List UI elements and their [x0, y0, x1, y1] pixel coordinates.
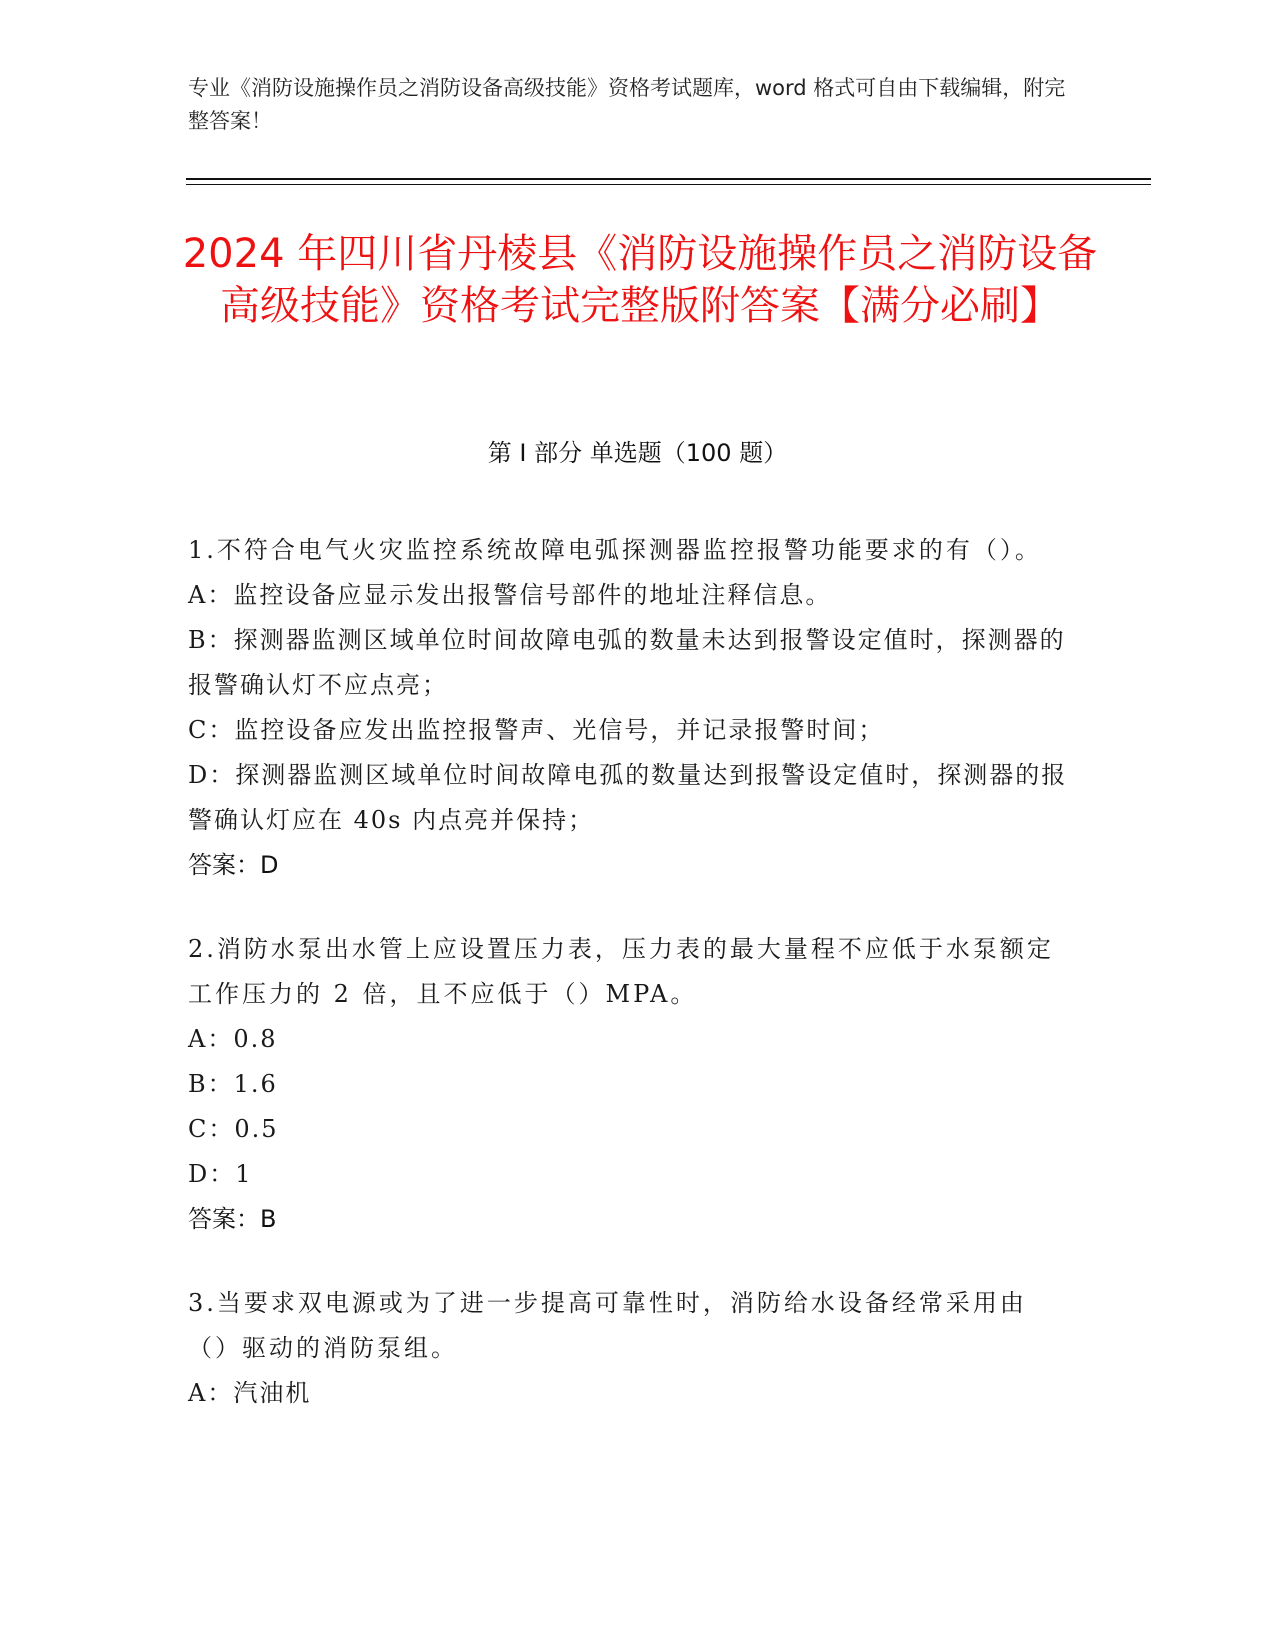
- header-divider-thick: [186, 178, 1151, 180]
- header-divider-thin: [186, 184, 1151, 185]
- option-b: B：1.6: [188, 1070, 278, 1098]
- option-b: B：探测器监测区域单位时间故障电弧的数量未达到报警设定值时，探测器的报警确认灯不应点亮；: [188, 626, 1066, 699]
- answer: 答案：B: [188, 1205, 277, 1233]
- option-a: A：监控设备应显示发出报警信号部件的地址注释信息。: [188, 581, 832, 609]
- option-c: C：0.5: [188, 1115, 279, 1143]
- option-a: A：0.8: [188, 1025, 278, 1053]
- question-list: [188, 528, 1068, 1456]
- header-note: 专业《消防设施操作员之消防设备高级技能》资格考试题库，word 格式可自由下载编辑，附完整答案！: [188, 76, 1066, 133]
- option-d: D：1: [188, 1160, 253, 1188]
- option-a: A：汽油机: [188, 1379, 312, 1407]
- question-stem: 3.当要求双电源或为了进一步提高可靠性时，消防给水设备经常采用由（）驱动的消防泵组。: [188, 1289, 1027, 1362]
- question-2: [188, 927, 1068, 1241]
- option-d: D：探测器监测区域单位时间故障电孤的数量达到报警设定值时，探测器的报警确认灯应在 40s 内点亮并保持；: [188, 761, 1068, 834]
- option-c: C：监控设备应发出监控报警声、光信号，并记录报警时间；: [188, 716, 885, 744]
- question-1: [188, 528, 1068, 887]
- document-title: 2024 年四川省丹棱县《消防设施操作员之消防设备高级技能》资格考试完整版附答案【满分必刷】: [182, 231, 1098, 329]
- section-title: 第 I 部分 单选题（100 题）: [487, 439, 788, 467]
- question-stem: 1.不符合电气火灾监控系统故障电弧探测器监控报警功能要求的有（）。: [188, 536, 1042, 564]
- answer: 答案：D: [188, 851, 279, 879]
- question-3: [188, 1281, 1068, 1416]
- question-stem: 2.消防水泵出水管上应设置压力表，压力表的最大量程不应低于水泵额定工作压力的 2 倍，且不应低于（）MPA。: [188, 935, 1054, 1008]
